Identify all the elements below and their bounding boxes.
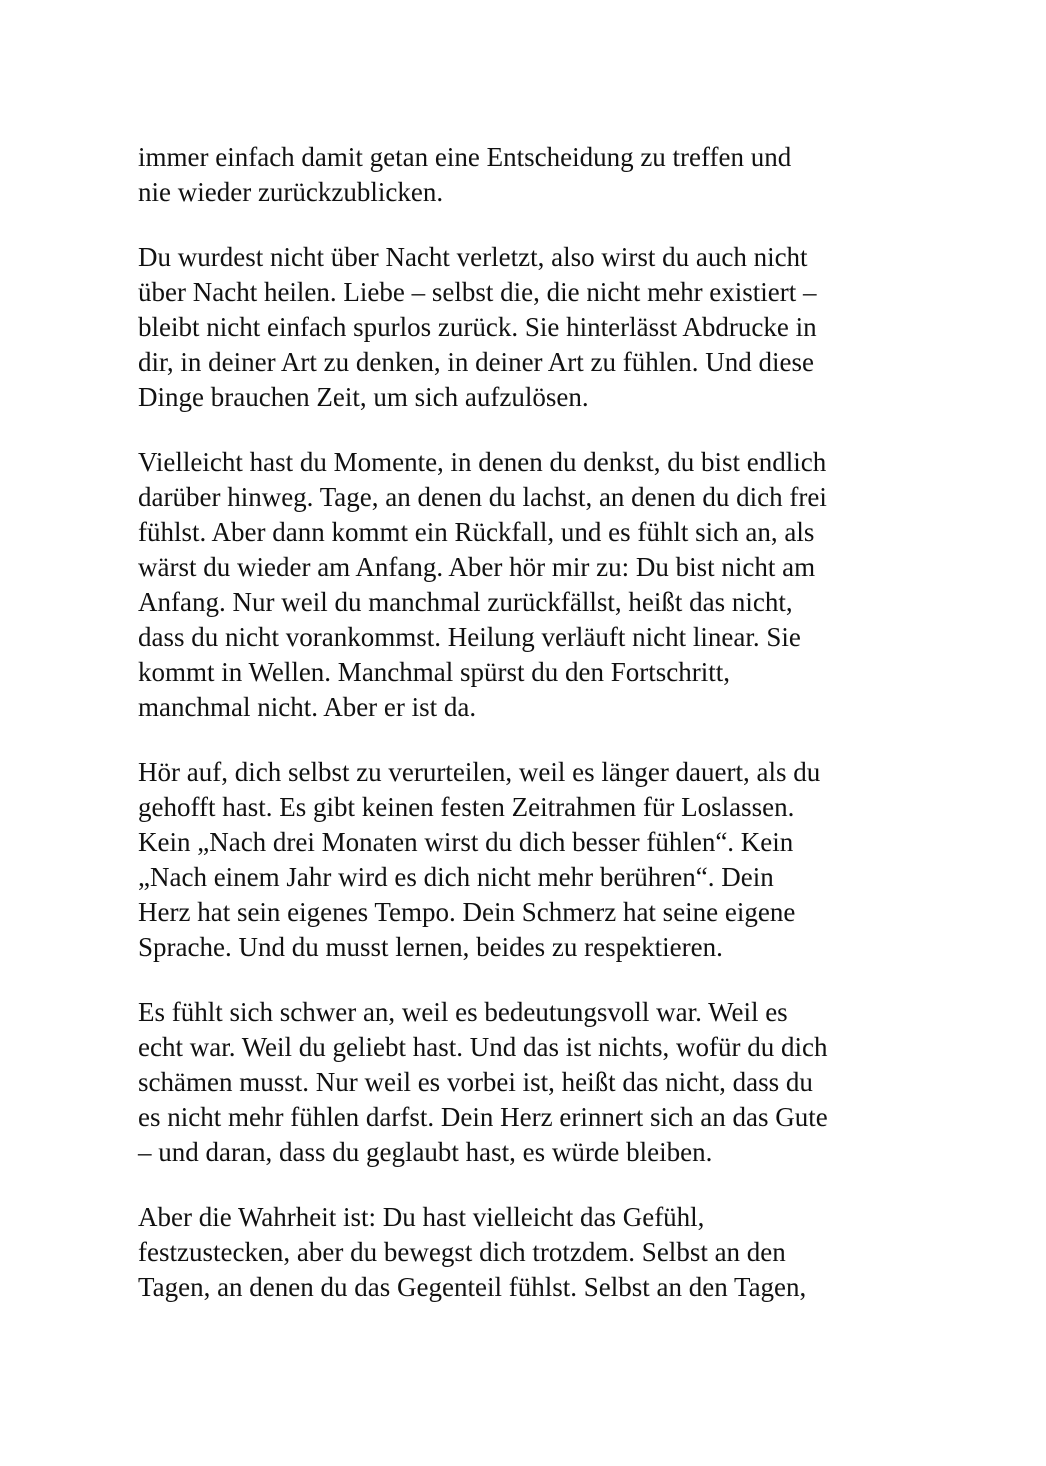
text-line: Herz hat sein eigenes Tempo. Dein Schmerz hat seine eigene: [138, 897, 796, 927]
text-line: „Nach einem Jahr wird es dich nicht mehr berühren“. Dein: [138, 862, 774, 892]
paragraph-2: [138, 240, 928, 415]
text-line: Aber die Wahrheit ist: Du hast vielleicht das Gefühl,: [138, 1202, 705, 1232]
paragraph-1: [138, 140, 928, 210]
text-line: schämen musst. Nur weil es vorbei ist, heißt das nicht, dass du: [138, 1067, 813, 1097]
text-line: dass du nicht vorankommst. Heilung verläuft nicht linear. Sie: [138, 622, 801, 652]
paragraph-6: [138, 1200, 928, 1305]
text-line: Es fühlt sich schwer an, weil es bedeutungsvoll war. Weil es: [138, 997, 788, 1027]
text-line: Kein „Nach drei Monaten wirst du dich besser fühlen“. Kein: [138, 827, 794, 857]
text-line: es nicht mehr fühlen darfst. Dein Herz erinnert sich an das Gute: [138, 1102, 828, 1132]
text-line: Vielleicht hast du Momente, in denen du denkst, du bist endlich: [138, 447, 827, 477]
text-line: immer einfach damit getan eine Entscheidung zu treffen und: [138, 142, 792, 172]
text-line: manchmal nicht. Aber er ist da.: [138, 692, 477, 722]
text-line: echt war. Weil du geliebt hast. Und das ist nichts, wofür du dich: [138, 1032, 828, 1062]
paragraph-5: [138, 995, 928, 1170]
text-line: festzustecken, aber du bewegst dich trotzdem. Selbst an den: [138, 1237, 786, 1267]
text-line: kommt in Wellen. Manchmal spürst du den Fortschritt,: [138, 657, 731, 687]
text-line: fühlst. Aber dann kommt ein Rückfall, und es fühlt sich an, als: [138, 517, 815, 547]
text-line: Du wurdest nicht über Nacht verletzt, also wirst du auch nicht: [138, 242, 808, 272]
text-line: gehofft hast. Es gibt keinen festen Zeitrahmen für Loslassen.: [138, 792, 795, 822]
text-line: Hör auf, dich selbst zu verurteilen, weil es länger dauert, als du: [138, 757, 821, 787]
text-line: Dinge brauchen Zeit, um sich aufzulösen.: [138, 382, 589, 412]
paragraph-3: [138, 445, 928, 725]
text-line: dir, in deiner Art zu denken, in deiner Art zu fühlen. Und diese: [138, 347, 814, 377]
text-line: – und daran, dass du geglaubt hast, es würde bleiben.: [138, 1137, 713, 1167]
paragraph-4: [138, 755, 928, 965]
text-line: darüber hinweg. Tage, an denen du lachst, an denen du dich frei: [138, 482, 827, 512]
text-line: nie wieder zurückzublicken.: [138, 177, 444, 207]
text-line: Anfang. Nur weil du manchmal zurückfällst, heißt das nicht,: [138, 587, 793, 617]
text-line: bleibt nicht einfach spurlos zurück. Sie hinterlässt Abdrucke in: [138, 312, 817, 342]
text-line: Tagen, an denen du das Gegenteil fühlst. Selbst an den Tagen,: [138, 1272, 807, 1302]
text-line: über Nacht heilen. Liebe – selbst die, die nicht mehr existiert –: [138, 277, 817, 307]
text-line: wärst du wieder am Anfang. Aber hör mir zu: Du bist nicht am: [138, 552, 816, 582]
document-page: [138, 140, 928, 1335]
text-line: Sprache. Und du musst lernen, beides zu respektieren.: [138, 932, 723, 962]
